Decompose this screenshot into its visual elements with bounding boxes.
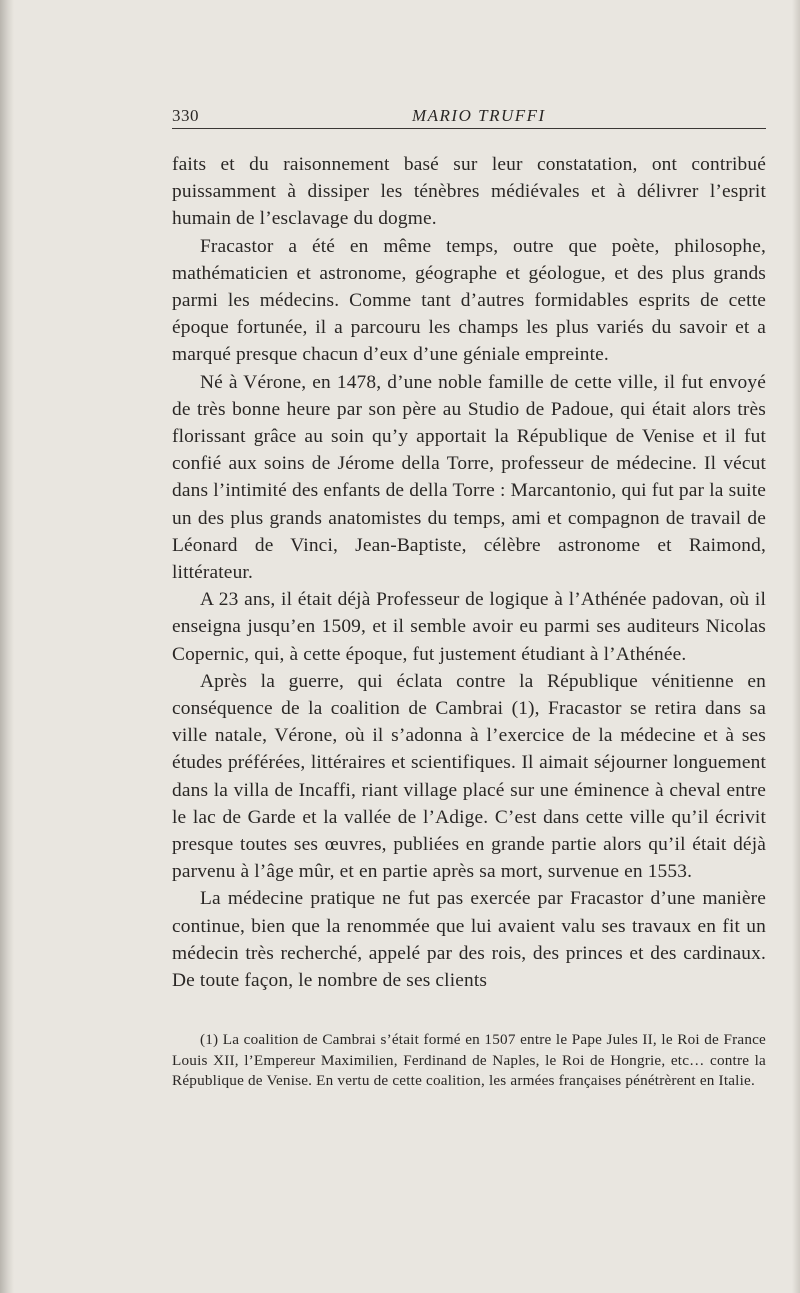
paragraph-continued: faits et du raisonnement basé sur leur constatation, ont contribué puissamment à dissiper les ténèbres médiévales et à délivrer l’esprit humain de l’esclavage du dogme. — [172, 154, 766, 230]
running-title: MARIO TRUFFI — [412, 106, 546, 125]
footnote-text: (1) La coalition de Cambrai s’était formé en 1507 entre le Pape Jules II, le Roi de France Louis XII, l’Empereur Maximilien, Ferdinand de Naples, le Roi de Hongrie, etc… contre la République de Venise. En vertu de cette coalition, les armées françaises pénétrèrent en Italie. — [172, 1031, 766, 1090]
paragraph: A 23 ans, il était déjà Professeur de logique à l’Athénée padovan, où il enseigna jusqu’en 1509, et il semble avoir eu parmi ses auditeurs Nicolas Copernic, qui, à cette époque, fut justement étudiant à l’Athénée. — [172, 589, 766, 665]
page-gutter-shadow — [0, 0, 14, 1293]
paragraph: La médecine pratique ne fut pas exercée par Fracastor d’une manière continue, bien que la renommée que lui avaient valu ses travaux en fit un médecin très recherché, appelé par des rois, des princes et des cardinaux. De toute façon, le nombre de ses clients — [172, 888, 766, 992]
page-edge-shadow — [792, 0, 800, 1293]
paragraph: Fracastor a été en même temps, outre que poète, philosophe, mathématicien et astronome, géographe et géologue, et des plus grands parmi les médecins. Comme tant d’autres formidables esprits de cette époque fortunée, il a parcouru les champs les plus variés du savoir et a marqué presque chacun d’eux d’une géniale empreinte. — [172, 235, 766, 366]
running-head — [172, 104, 766, 129]
book-page — [172, 104, 766, 1092]
page-number: 330 — [172, 106, 199, 125]
paragraph: Né à Vérone, en 1478, d’une noble famille de cette ville, il fut envoyé de très bonne heure par son père au Studio de Padoue, qui était alors très florissant grâce au soin qu’y apportait la République de Venise et il fut confié aux soins de Jérome della Torre, professeur de médecine. Il vécut dans l’intimité des enfants de della Torre : Marcantonio, qui fut par la suite un des plus grands anatomistes du temps, ami et compagnon de travail de Léonard de Vinci, Jean-Baptiste, célèbre astronome et Raimond, littérateur. — [172, 371, 766, 584]
paragraph: Après la guerre, qui éclata contre la République vénitienne en conséquence de la coalition de Cambrai (1), Fracastor se retira dans sa ville natale, Vérone, où il s’adonna à l’exercice de la médecine et à ses études préférées, littéraires et scientifiques. Il aimait séjourner longuement dans la villa de Incaffi, riant village placé sur une éminence à cheval entre le lac de Garde et la vallée de l’Adige. C’est dans cette ville qu’il écrivit presque toutes ses œuvres, publiées en grande partie alors qu’il était déjà parvenu à l’âge mûr, et en partie après sa mort, survenue en 1553. — [172, 670, 766, 883]
body-text — [172, 151, 766, 994]
footnote — [172, 1030, 766, 1092]
